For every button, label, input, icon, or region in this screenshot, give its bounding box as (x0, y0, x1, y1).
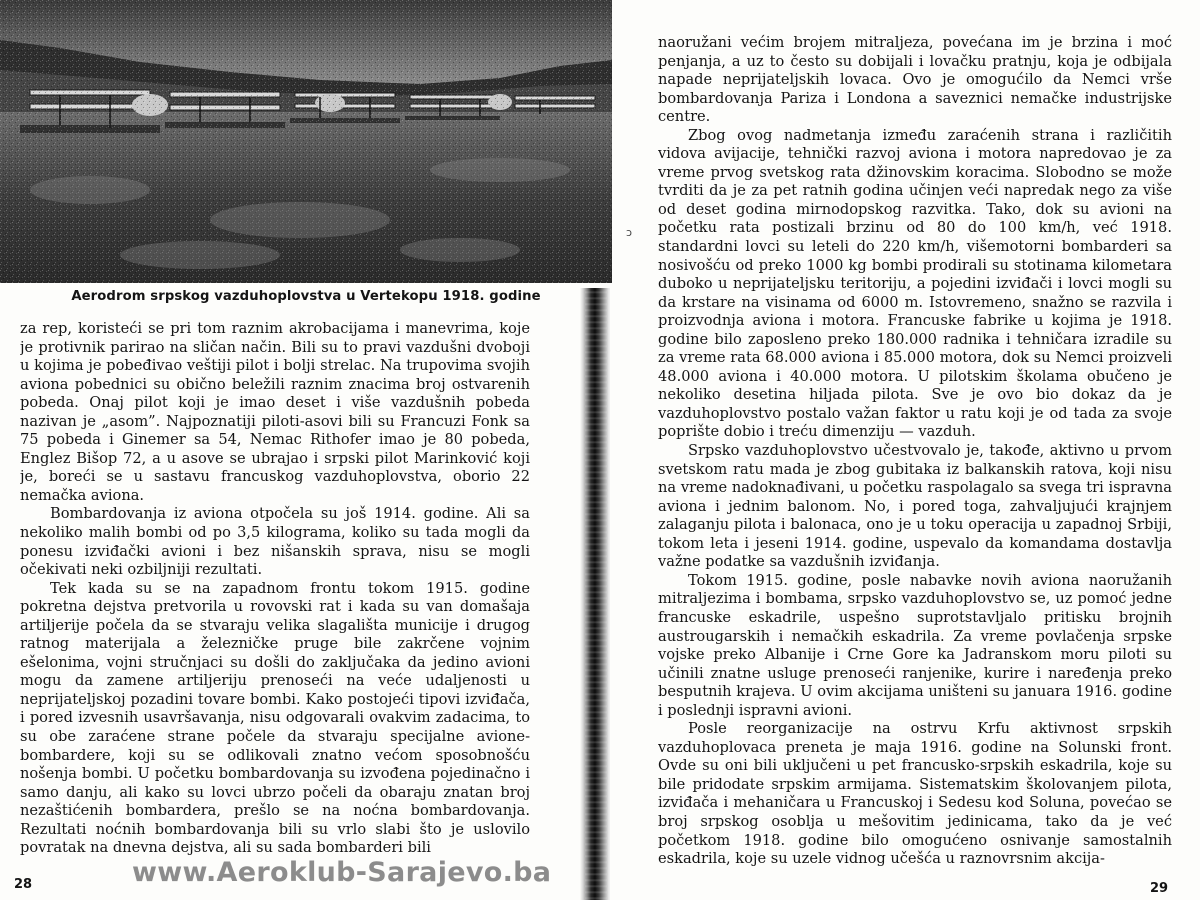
paragraph: Zbog ovog nadmetanja između zaraćenih strana i različitih vidova avijacije, tehnički razvoj aviona i motora napredovao je za vreme prvog svetskog rata džinovskim koracima. Slobodno se može tvrditi da je za pet ratnih godina učinjen veći napredak nego za više od deset godina mirnodopskog razvitka. Tako, dok su avioni na početku rata postizali brzinu od 80 do 100 km/h, već 1918. standardni lovci su leteli do 220 km/h, višemotorni bombarderi sa nosivošću od preko 1000 kg bombi prodirali su stotinama kilometara duboko u neprijateljsku teritoriju, a pojedini izviđači i lovci mogli su da krstare na visinama od 6000 m. Istovremeno, snažno se razvila i proizvodnja aviona i motora. Francuske fabrike u kojima je 1918. godine bilo zaposleno preko 180.000 radnika i tehničara izradile su za vreme rata 68.000 aviona i 85.000 motora, dok su Nemci proizveli 48.000 aviona i 40.000 motora. U pilotskim školama obučeno je nekoliko desetina hiljada pilota. Sve je ovo bio dokaz da je vazduhoplovstvo postalo važan faktor u ratu koji je od tada za svoje poprište dobio i treću dimenziju — vazduh. (658, 126, 1172, 441)
gutter-texture (585, 288, 607, 900)
page-number-left: 28 (14, 877, 33, 892)
page-number-right: 29 (1150, 881, 1169, 896)
photo-caption: Aerodrom srpskog vazduhoplovstva u Vertekopu 1918. godine (71, 289, 541, 304)
paragraph: Tek kada su se na zapadnom frontu tokom 1915. godine pokretna dejstva pretvorila u rovovski rat i kada su van domašaja artiljerije počela da se stvaraju velika slagališta municije i drugog ratnog materijala a železničke pruge bile zakrčene vojnim ešelonima, vojni stručnjaci su došli do zaključaka da jedino avioni mogu da zamene artiljeriju prenoseći na veće udaljenosti u neprijateljskoj pozadini tovare bombi. Kako postojeći tipovi izviđača, i pored izvesnih usavršavanja, nisu odgovarali ovakvim zadacima, to su obe zaraćene strane počele da stvaraju specijalne avione-bombardere, koji su se odlikovali znatno većom sposobnošću nošenja bombi. U početku bombardovanja su izvođena pojedinačno i samo danju, ali kako su lovci ubrzo počeli da obaraju znatan broj nezaštićenih bombardera, prešlo se na noćna bombardovanja. Rezultati noćnih bombardovanja bili su vrlo slabi što je uslovilo povratak na dnevna dejstva, ali su sada bombarderi bili (20, 579, 530, 857)
airfield-photo (0, 0, 612, 283)
right-page-text (658, 34, 1172, 866)
paragraph: za rep, koristeći se pri tom raznim akrobacijama i manevrima, koje je protivnik parirao na sličan način. Bili su to pravi vazdušni dvoboji u kojima je pobeđivao veštiji pilot i bolji strelac. Na trupovima svojih aviona pobednici su obično beležili raznim znacima broj ostvarenih pobeda. Onaj pilot koji je imao deset i više vazdušnih pobeda nazivan je „asom”. Najpoznatiji piloti-asovi bili su Francuzi Fonk sa 75 pobeda i Ginemer sa 54, Nemac Rithofer imao je 80 pobeda, Englez Bišop 72, a u asove se ubrajao i srpski pilot Marinković koji je, boreći se u sastavu francuskog vazduhoplovstva, oborio 22 nemačka aviona. (20, 320, 530, 504)
paragraph: Srpsko vazduhoplovstvo učestvovalo je, takođe, aktivno u prvom svetskom ratu mada je zbog gubitaka iz balkanskih ratova, koji nisu na vreme nadoknađivani, u početku raspolagalo sa svega tri ispravna aviona i jednim balonom. No, i pored toga, zahvaljujući krajnjem zalaganju pilota i balonaca, ono je u toku operacija u zapadnoj Srbiji, tokom leta i jeseni 1914. godine, uspevalo da komandama dostavlja važne podatke sa vazdušnih izviđanja. (658, 442, 1172, 571)
watermark: www.Aeroklub-Sarajevo.ba (132, 857, 552, 888)
left-page-text (20, 320, 530, 860)
margin-mark: ɔ (626, 226, 633, 239)
paragraph: Posle reorganizacije na ostrvu Krfu aktivnost srpskih vazduhoplovaca preneta je maja 1916. godine na Solunski front. Ovde su oni bili uključeni u pet francusko-srpskih eskadrila, koje su bile pridodate srpskim armijama. Sistematskim školovanjem pilota, izviđača i mehaničara u Francuskoj i Sedesu kod Soluna, povećao se broj srpskog osoblja u mešovitim jedinicama, tako da je već početkom 1918. godine bilo omogućeno osnivanje samostalnih eskadrila, koje su uzele vidnog učešća u raznovrsnim akcija- (658, 720, 1172, 866)
paragraph: naoružani većim brojem mitraljeza, povećana im je brzina i moć penjanja, a uz to često su dobijali i lovačku pratnju, koja je odbijala napade neprijateljskih lovaca. Ovo je omogućilo da Nemci vrše bombardovanja Pariza i Londona a saveznici nemačke industrijske centre. (658, 34, 1172, 126)
paragraph: Tokom 1915. godine, posle nabavke novih aviona naoružanih mitraljezima i bombama, srpsko vazduhoplovstvo se, uz pomoć jedne francuske eskadrile, uspešno suprotstavljalo pritisku brojnih austrougarskih i nemačkih eskadrila. Za vreme povlačenja srpske vojske preko Albanije i Crne Gore ka Jadranskom moru piloti su učinili znatne usluge prenoseći ranjenike, kurire i naređenja preko besputnih krajeva. U ovim akcijama uništeni su januara 1916. godine i poslednji ispravni avioni. (658, 571, 1172, 719)
paragraph: Bombardovanja iz aviona otpočela su još 1914. godine. Ali sa nekoliko malih bombi od po 3,5 kilograma, koliko su tada mogli da ponesu izviđački avioni i bez nišanskih sprava, nisu se mogli očekivati neki ozbiljniji rezultati. (20, 505, 530, 579)
